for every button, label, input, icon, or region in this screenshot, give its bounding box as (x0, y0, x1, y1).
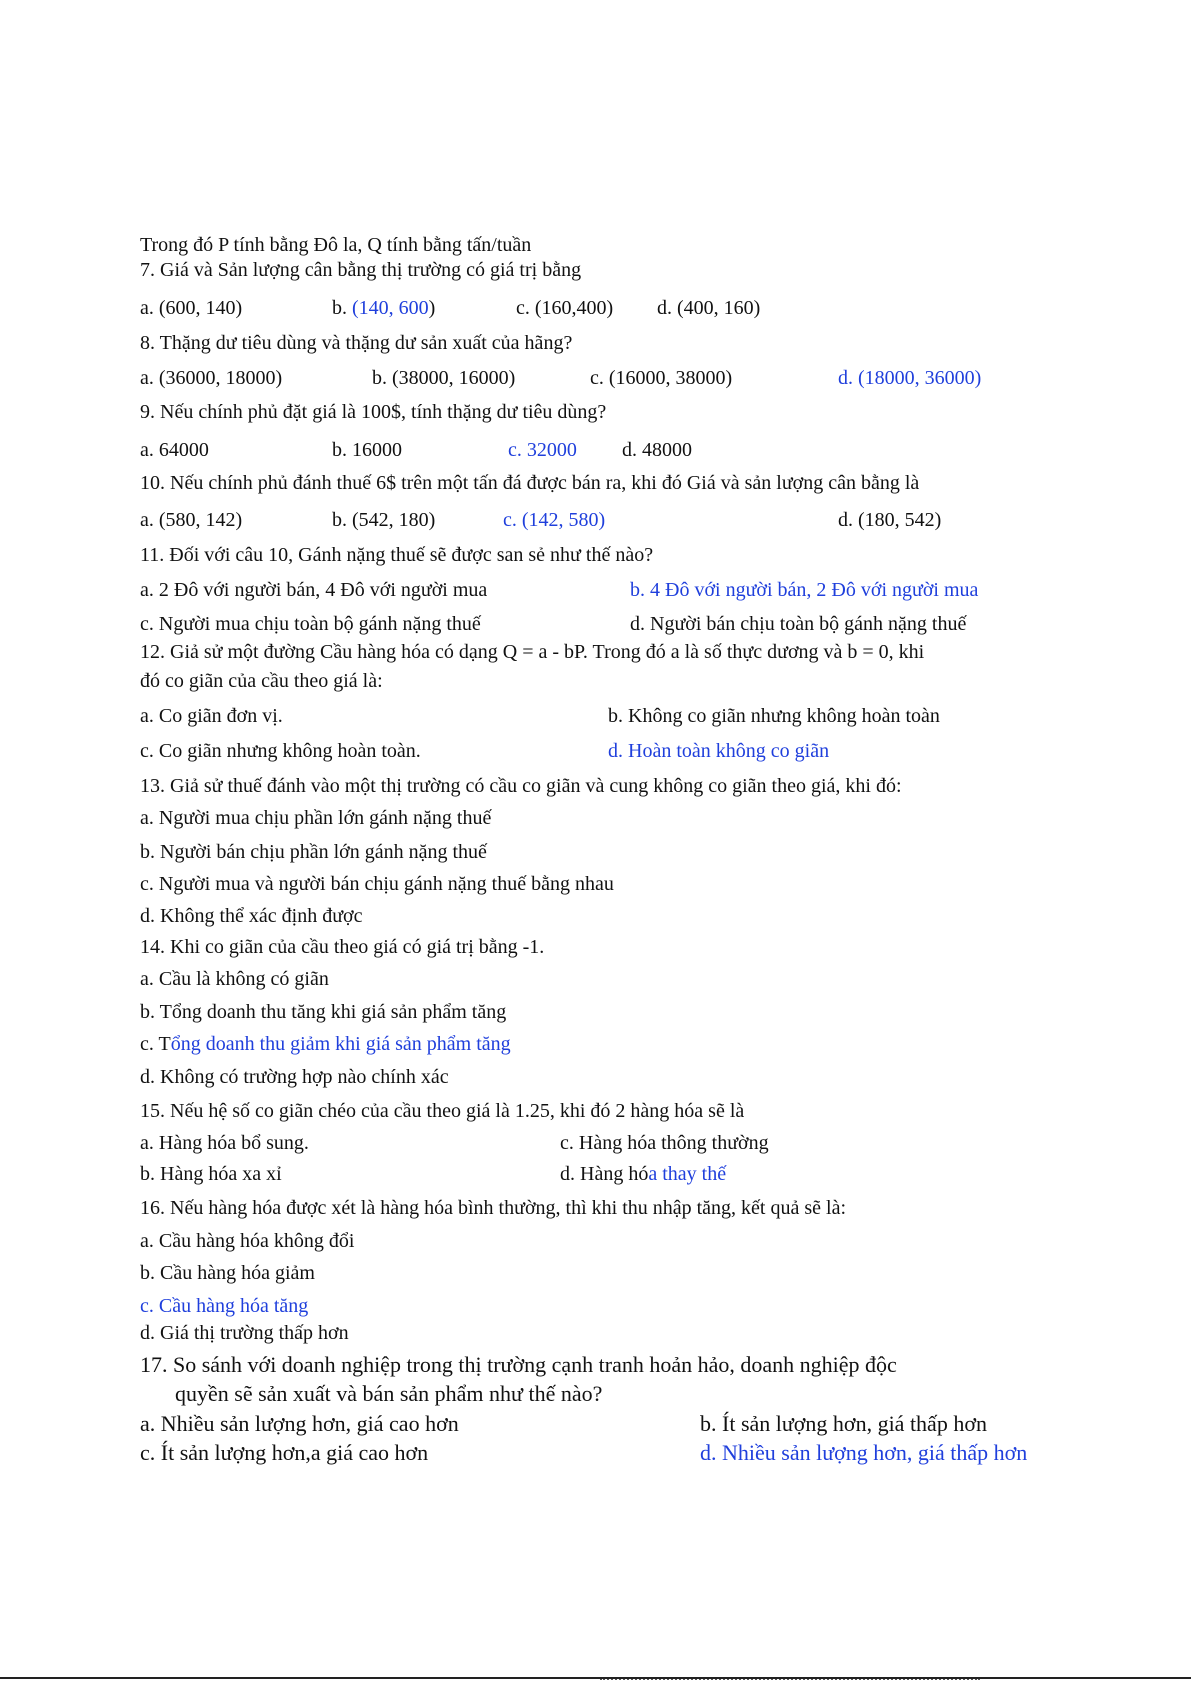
question-12-line-1: 12. Giả sử một đường Cầu hàng hóa có dạng Q = a - bP. Trong đó a là số thực dương và b = 0, khi (140, 641, 925, 663)
q17-option-c: c. Ít sản lượng hơn,a giá cao hơn (140, 1440, 429, 1465)
q8-option-c: c. (16000, 38000) (590, 367, 733, 389)
q14-option-d: d. Không có trường hợp nào chính xác (140, 1066, 449, 1088)
question-13: 13. Giả sử thuế đánh vào một thị trường có cầu co giãn và cung không co giãn theo giá, khi đó: (140, 775, 902, 797)
question-8: 8. Thặng dư tiêu dùng và thặng dư sản xuất của hãng? (140, 332, 573, 354)
intro-text: Trong đó P tính bằng Đô la, Q tính bằng tấn/tuần (140, 234, 532, 256)
q12-option-d: d. Hoàn toàn không co giãn (608, 740, 830, 762)
q14-option-b: b. Tổng doanh thu tăng khi giá sản phẩm tăng (140, 1001, 507, 1023)
q9-option-c: c. 32000 (508, 439, 577, 461)
q15-option-b: b. Hàng hóa xa xỉ (140, 1163, 282, 1185)
q17-option-b: b. Ít sản lượng hơn, giá thấp hơn (700, 1411, 987, 1436)
q11-option-b: b. 4 Đô với người bán, 2 Đô với người mua (630, 579, 979, 601)
question-17-line-2: quyền sẽ sản xuất và bán sản phẩm như thế nào? (175, 1381, 603, 1406)
q8-option-a: a. (36000, 18000) (140, 367, 283, 389)
q17-option-a: a. Nhiều sản lượng hơn, giá cao hơn (140, 1411, 459, 1436)
question-16: 16. Nếu hàng hóa được xét là hàng hóa bình thường, thì khi thu nhập tăng, kết quả sẽ là: (140, 1197, 847, 1219)
question-12-line-2: đó co giãn của cầu theo giá là: (140, 670, 383, 692)
question-7: 7. Giá và Sản lượng cân bằng thị trường có giá trị bằng (140, 259, 582, 281)
q16-option-c: c. Cầu hàng hóa tăng (140, 1295, 309, 1317)
q14-answer-highlight: ổng doanh thu giảm khi giá sản phẩm tăng (170, 1033, 511, 1055)
q15-answer-highlight: a thay thế (648, 1163, 727, 1185)
question-9: 9. Nếu chính phủ đặt giá là 100$, tính thặng dư tiêu dùng? (140, 401, 607, 423)
q16-option-d: d. Giá thị trường thấp hơn (140, 1322, 349, 1344)
q15-option-a: a. Hàng hóa bổ sung. (140, 1132, 309, 1154)
question-15: 15. Nếu hệ số co giãn chéo của cầu theo giá là 1.25, khi đó 2 hàng hóa sẽ là (140, 1100, 745, 1122)
q10-option-b: b. (542, 180) (332, 509, 436, 531)
q14-option-a: a. Cầu là không có giãn (140, 968, 329, 990)
q9-option-d: d. 48000 (622, 439, 692, 461)
q10-option-c: c. (142, 580) (503, 509, 606, 531)
q10-option-d: d. (180, 542) (838, 509, 942, 531)
question-10: 10. Nếu chính phủ đánh thuế 6$ trên một tấn đá được bán ra, khi đó Giá và sản lượng cân bằng là (140, 472, 920, 494)
q15-option-d: d. Hàng hóa thay thế (560, 1163, 727, 1185)
q8-option-b: b. (38000, 16000) (372, 367, 516, 389)
q17-option-d: d. Nhiều sản lượng hơn, giá thấp hơn (700, 1440, 1028, 1465)
q11-option-d: d. Người bán chịu toàn bộ gánh nặng thuế (630, 613, 967, 635)
question-14: 14. Khi co giãn của cầu theo giá có giá trị bằng -1. (140, 936, 545, 958)
q15-option-c: c. Hàng hóa thông thường (560, 1132, 769, 1154)
q12-option-a: a. Co giãn đơn vị. (140, 705, 283, 727)
q13-option-b: b. Người bán chịu phần lớn gánh nặng thuế (140, 841, 487, 863)
q16-option-b: b. Cầu hàng hóa giảm (140, 1262, 315, 1284)
q7-option-c: c. (160,400) (516, 297, 614, 319)
question-11: 11. Đối với câu 10, Gánh nặng thuế sẽ được san sẻ như thế nào? (140, 544, 654, 566)
q7-option-a: a. (600, 140) (140, 297, 243, 319)
q7-option-d: d. (400, 160) (657, 297, 761, 319)
q11-option-a: a. 2 Đô với người bán, 4 Đô với người mua (140, 579, 488, 601)
q13-option-a: a. Người mua chịu phần lớn gánh nặng thuế (140, 807, 492, 829)
q13-option-d: d. Không thể xác định được (140, 905, 363, 927)
q9-option-b: b. 16000 (332, 439, 402, 461)
q7-answer-highlight: (140, 600 (352, 297, 429, 319)
question-17-line-1: 17. So sánh với doanh nghiệp trong thị trường cạnh tranh hoản hảo, doanh nghiệp độc (140, 1352, 897, 1377)
q10-option-a: a. (580, 142) (140, 509, 243, 531)
footer-rule (0, 1677, 1191, 1679)
q13-option-c: c. Người mua và người bán chịu gánh nặng thuế bằng nhau (140, 873, 614, 895)
q8-option-d: d. (18000, 36000) (838, 367, 982, 389)
q12-option-b: b. Không co giãn nhưng không hoàn toàn (608, 705, 940, 727)
q14-option-c: c. Tổng doanh thu giảm khi giá sản phẩm tăng (140, 1033, 511, 1055)
q9-option-a: a. 64000 (140, 439, 209, 461)
q12-option-c: c. Co giãn nhưng không hoàn toàn. (140, 740, 421, 762)
q11-option-c: c. Người mua chịu toàn bộ gánh nặng thuế (140, 613, 481, 635)
q7-option-b: b. (140, 600) (332, 297, 436, 319)
q16-option-a: a. Cầu hàng hóa không đổi (140, 1230, 355, 1252)
